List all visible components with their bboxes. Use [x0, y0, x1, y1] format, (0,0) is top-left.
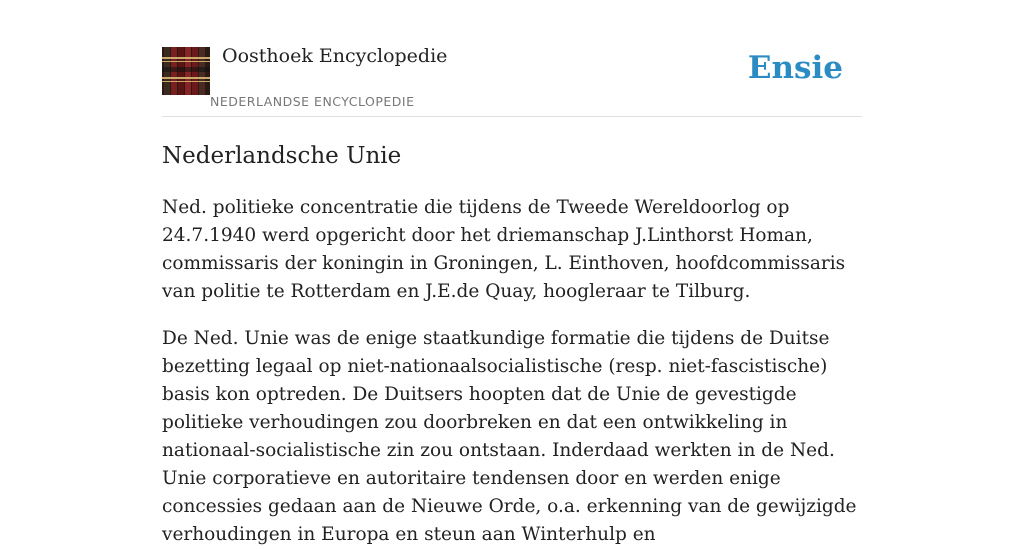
article-paragraph-1: Ned. politieke concentratie die tijdens de Tweede Wereldoorlog op 24.7.1940 werd opgericht door het driemanschap J.Linthorst Homan, commissaris der koningin in Groningen, L. Einthoven, hoofdcommissaris van politie te Rotterdam en J.E.de Quay, hoogleraar te Tilburg.	[162, 197, 846, 302]
article-title: Nederlandsche Unie	[162, 143, 402, 169]
site-name-link[interactable]: Oosthoek Encyclopedie	[222, 45, 448, 67]
site-subtitle: NEDERLANDSE ENCYCLOPEDIE	[210, 94, 415, 109]
page	[162, 0, 862, 549]
article-paragraph-2: De Ned. Unie was de enige staatkundige formatie die tijdens de Duitse bezetting legaal op niet-nationaalsocialistische (resp. niet-fascistische) basis kon optreden. De Duitsers hoopten dat de Unie de gevestigde politieke verhoudingen zou doorbreken en dat een ontwikkeling in nationaal-socialistische zin zou ontstaan. Inderdaad werkten in de Ned. Unie corporatieve en autoritaire tendensen door en werden enige concessies gedaan aan de Nieuwe Orde, o.a. erkenning van de gewijzigde verhoudingen in Europa en steun aan Winterhulp en	[162, 328, 857, 545]
brand-logo-link[interactable]: Ensie	[747, 50, 843, 86]
books-image	[162, 47, 210, 95]
encyclopedia-books-icon[interactable]	[162, 47, 210, 95]
site-header	[162, 0, 862, 117]
